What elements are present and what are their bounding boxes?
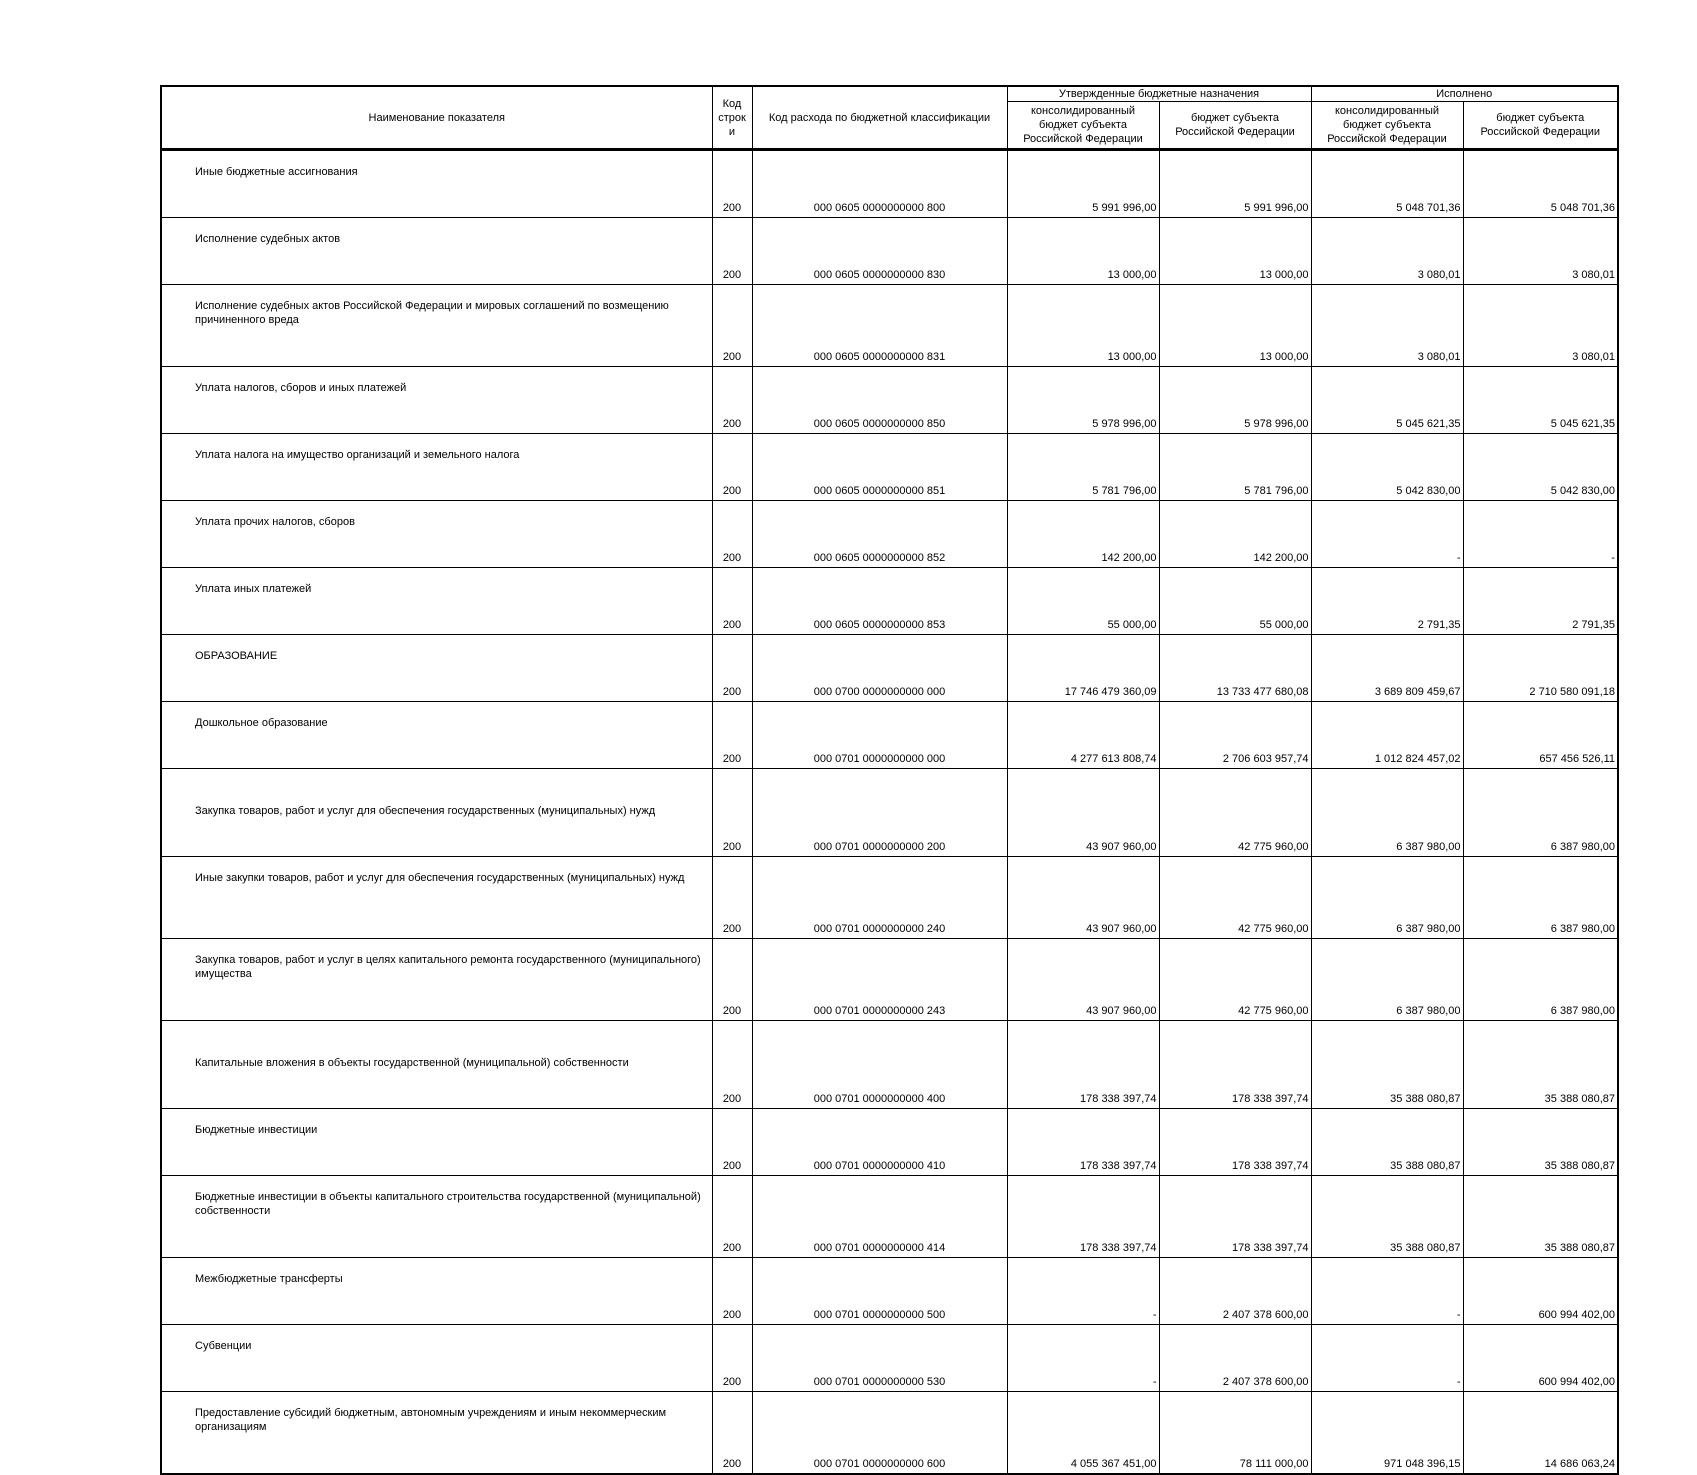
budget-report-sheet	[160, 85, 1617, 1475]
row-executed-consolidated: 3 080,01	[1311, 285, 1463, 367]
row-executed-subject: 600 994 402,00	[1463, 1325, 1618, 1392]
table-row	[161, 939, 1618, 1021]
row-approved-consolidated: 5 991 996,00	[1007, 150, 1159, 218]
row-approved-consolidated: 13 000,00	[1007, 218, 1159, 285]
row-approved-subject: 142 200,00	[1159, 501, 1311, 568]
row-executed-consolidated: 6 387 980,00	[1311, 857, 1463, 939]
row-code: 200	[712, 702, 752, 769]
header-code: Код строк и	[712, 86, 752, 150]
row-code: 200	[712, 1392, 752, 1475]
row-code: 200	[712, 857, 752, 939]
row-approved-consolidated: 5 781 796,00	[1007, 434, 1159, 501]
row-kbk: 000 0605 0000000000 850	[752, 367, 1007, 434]
row-executed-subject: 6 387 980,00	[1463, 857, 1618, 939]
row-name: Иные закупки товаров, работ и услуг для обеспечения государственных (муниципальных) нужд	[161, 857, 712, 939]
row-executed-subject: 35 388 080,87	[1463, 1109, 1618, 1176]
row-name: Уплата прочих налогов, сборов	[161, 501, 712, 568]
row-name: Иные бюджетные ассигнования	[161, 150, 712, 218]
row-executed-subject: 14 686 063,24	[1463, 1392, 1618, 1475]
row-executed-subject: -	[1463, 501, 1618, 568]
row-name: Бюджетные инвестиции в объекты капитального строительства государственной (муниципальной) собственности	[161, 1176, 712, 1258]
row-kbk: 000 0701 0000000000 000	[752, 702, 1007, 769]
row-name: Уплата иных платежей	[161, 568, 712, 635]
row-approved-subject: 42 775 960,00	[1159, 939, 1311, 1021]
row-kbk: 000 0605 0000000000 852	[752, 501, 1007, 568]
row-name: Уплата налогов, сборов и иных платежей	[161, 367, 712, 434]
row-kbk: 000 0701 0000000000 530	[752, 1325, 1007, 1392]
header-executed-subject: бюджет субъекта Российской Федерации	[1463, 102, 1618, 150]
row-name: Уплата налога на имущество организаций и земельного налога	[161, 434, 712, 501]
table-row	[161, 857, 1618, 939]
row-approved-subject: 42 775 960,00	[1159, 857, 1311, 939]
row-code: 200	[712, 367, 752, 434]
row-kbk: 000 0701 0000000000 400	[752, 1021, 1007, 1109]
row-kbk: 000 0605 0000000000 851	[752, 434, 1007, 501]
row-name: Исполнение судебных актов	[161, 218, 712, 285]
row-kbk: 000 0701 0000000000 243	[752, 939, 1007, 1021]
row-code: 200	[712, 150, 752, 218]
row-approved-consolidated: 13 000,00	[1007, 285, 1159, 367]
row-approved-subject: 42 775 960,00	[1159, 769, 1311, 857]
table-body	[161, 150, 1618, 1475]
row-name: Дошкольное образование	[161, 702, 712, 769]
budget-execution-table	[160, 85, 1619, 1475]
row-name: Исполнение судебных актов Российской Федерации и мировых соглашений по возмещению причиненного вреда	[161, 285, 712, 367]
row-name: Закупка товаров, работ и услуг для обеспечения государственных (муниципальных) нужд	[161, 769, 712, 857]
row-executed-subject: 35 388 080,87	[1463, 1176, 1618, 1258]
row-approved-subject: 2 407 378 600,00	[1159, 1258, 1311, 1325]
row-approved-subject: 5 781 796,00	[1159, 434, 1311, 501]
row-code: 200	[712, 218, 752, 285]
row-executed-subject: 600 994 402,00	[1463, 1258, 1618, 1325]
table-header	[161, 86, 1618, 150]
row-approved-subject: 2 407 378 600,00	[1159, 1325, 1311, 1392]
table-row	[161, 1109, 1618, 1176]
row-code: 200	[712, 1176, 752, 1258]
row-approved-consolidated: 43 907 960,00	[1007, 769, 1159, 857]
row-name: Предоставление субсидий бюджетным, автономным учреждениям и иным некоммерческим организациям	[161, 1392, 712, 1475]
row-approved-consolidated: 43 907 960,00	[1007, 857, 1159, 939]
row-executed-subject: 3 080,01	[1463, 218, 1618, 285]
row-approved-consolidated: -	[1007, 1325, 1159, 1392]
row-approved-subject: 5 978 996,00	[1159, 367, 1311, 434]
row-approved-subject: 13 000,00	[1159, 218, 1311, 285]
row-name: Бюджетные инвестиции	[161, 1109, 712, 1176]
row-kbk: 000 0701 0000000000 414	[752, 1176, 1007, 1258]
row-approved-subject: 55 000,00	[1159, 568, 1311, 635]
row-approved-consolidated: 4 277 613 808,74	[1007, 702, 1159, 769]
row-approved-consolidated: 4 055 367 451,00	[1007, 1392, 1159, 1475]
row-executed-subject: 6 387 980,00	[1463, 769, 1618, 857]
row-approved-subject: 178 338 397,74	[1159, 1176, 1311, 1258]
row-approved-subject: 178 338 397,74	[1159, 1109, 1311, 1176]
table-row	[161, 635, 1618, 702]
table-row	[161, 1392, 1618, 1475]
row-kbk: 000 0701 0000000000 240	[752, 857, 1007, 939]
row-code: 200	[712, 939, 752, 1021]
row-kbk: 000 0605 0000000000 830	[752, 218, 1007, 285]
row-approved-consolidated: 178 338 397,74	[1007, 1021, 1159, 1109]
row-kbk: 000 0701 0000000000 600	[752, 1392, 1007, 1475]
row-name: ОБРАЗОВАНИЕ	[161, 635, 712, 702]
header-approved-consolidated: консолидированный бюджет субъекта Российской Федерации	[1007, 102, 1159, 150]
row-executed-subject: 3 080,01	[1463, 285, 1618, 367]
row-approved-consolidated: 17 746 479 360,09	[1007, 635, 1159, 702]
row-executed-consolidated: 971 048 396,15	[1311, 1392, 1463, 1475]
row-executed-consolidated: 35 388 080,87	[1311, 1109, 1463, 1176]
row-executed-consolidated: -	[1311, 1258, 1463, 1325]
row-executed-consolidated: 6 387 980,00	[1311, 939, 1463, 1021]
row-code: 200	[712, 501, 752, 568]
row-approved-consolidated: 142 200,00	[1007, 501, 1159, 568]
row-approved-subject: 2 706 603 957,74	[1159, 702, 1311, 769]
row-executed-consolidated: 5 042 830,00	[1311, 434, 1463, 501]
row-executed-subject: 657 456 526,11	[1463, 702, 1618, 769]
row-approved-consolidated: 55 000,00	[1007, 568, 1159, 635]
row-approved-subject: 13 000,00	[1159, 285, 1311, 367]
row-executed-consolidated: 5 045 621,35	[1311, 367, 1463, 434]
table-row	[161, 1176, 1618, 1258]
row-approved-subject: 13 733 477 680,08	[1159, 635, 1311, 702]
header-approved-subject: бюджет субъекта Российской Федерации	[1159, 102, 1311, 150]
row-approved-consolidated: -	[1007, 1258, 1159, 1325]
row-code: 200	[712, 1021, 752, 1109]
table-row	[161, 769, 1618, 857]
row-executed-subject: 35 388 080,87	[1463, 1021, 1618, 1109]
row-approved-consolidated: 43 907 960,00	[1007, 939, 1159, 1021]
row-name: Закупка товаров, работ и услуг в целях капитального ремонта государственного (муниципального) имущества	[161, 939, 712, 1021]
row-code: 200	[712, 769, 752, 857]
row-approved-subject: 178 338 397,74	[1159, 1021, 1311, 1109]
row-name: Капитальные вложения в объекты государственной (муниципальной) собственности	[161, 1021, 712, 1109]
table-row	[161, 1325, 1618, 1392]
row-approved-subject: 78 111 000,00	[1159, 1392, 1311, 1475]
row-executed-consolidated: 2 791,35	[1311, 568, 1463, 635]
row-approved-consolidated: 178 338 397,74	[1007, 1109, 1159, 1176]
row-executed-consolidated: 3 080,01	[1311, 218, 1463, 285]
row-executed-subject: 5 042 830,00	[1463, 434, 1618, 501]
row-kbk: 000 0605 0000000000 831	[752, 285, 1007, 367]
row-executed-consolidated: 3 689 809 459,67	[1311, 635, 1463, 702]
table-row	[161, 285, 1618, 367]
table-row	[161, 150, 1618, 218]
row-approved-subject: 5 991 996,00	[1159, 150, 1311, 218]
table-row	[161, 1258, 1618, 1325]
row-executed-consolidated: 6 387 980,00	[1311, 769, 1463, 857]
row-code: 200	[712, 1258, 752, 1325]
row-executed-consolidated: -	[1311, 1325, 1463, 1392]
row-executed-consolidated: 35 388 080,87	[1311, 1176, 1463, 1258]
row-kbk: 000 0605 0000000000 800	[752, 150, 1007, 218]
row-kbk: 000 0605 0000000000 853	[752, 568, 1007, 635]
row-kbk: 000 0701 0000000000 200	[752, 769, 1007, 857]
row-executed-subject: 5 048 701,36	[1463, 150, 1618, 218]
table-row	[161, 501, 1618, 568]
row-executed-subject: 2 710 580 091,18	[1463, 635, 1618, 702]
row-code: 200	[712, 285, 752, 367]
row-name: Межбюджетные трансферты	[161, 1258, 712, 1325]
row-executed-subject: 6 387 980,00	[1463, 939, 1618, 1021]
row-approved-consolidated: 5 978 996,00	[1007, 367, 1159, 434]
row-name: Субвенции	[161, 1325, 712, 1392]
table-row	[161, 218, 1618, 285]
row-executed-consolidated: 5 048 701,36	[1311, 150, 1463, 218]
row-code: 200	[712, 568, 752, 635]
row-executed-consolidated: -	[1311, 501, 1463, 568]
table-row	[161, 568, 1618, 635]
header-executed-consolidated: консолидированный бюджет субъекта Российской Федерации	[1311, 102, 1463, 150]
table-row	[161, 367, 1618, 434]
row-code: 200	[712, 1325, 752, 1392]
row-approved-consolidated: 178 338 397,74	[1007, 1176, 1159, 1258]
row-executed-consolidated: 1 012 824 457,02	[1311, 702, 1463, 769]
row-executed-subject: 2 791,35	[1463, 568, 1618, 635]
header-executed-group: Исполнено	[1311, 86, 1618, 102]
row-code: 200	[712, 1109, 752, 1176]
header-kbk: Код расхода по бюджетной классификации	[752, 86, 1007, 150]
row-code: 200	[712, 434, 752, 501]
row-kbk: 000 0700 0000000000 000	[752, 635, 1007, 702]
table-row	[161, 702, 1618, 769]
row-code: 200	[712, 635, 752, 702]
row-executed-subject: 5 045 621,35	[1463, 367, 1618, 434]
table-row	[161, 434, 1618, 501]
row-executed-consolidated: 35 388 080,87	[1311, 1021, 1463, 1109]
row-kbk: 000 0701 0000000000 410	[752, 1109, 1007, 1176]
header-name: Наименование показателя	[161, 86, 712, 150]
header-approved-group: Утвержденные бюджетные назначения	[1007, 86, 1311, 102]
table-row	[161, 1021, 1618, 1109]
row-kbk: 000 0701 0000000000 500	[752, 1258, 1007, 1325]
